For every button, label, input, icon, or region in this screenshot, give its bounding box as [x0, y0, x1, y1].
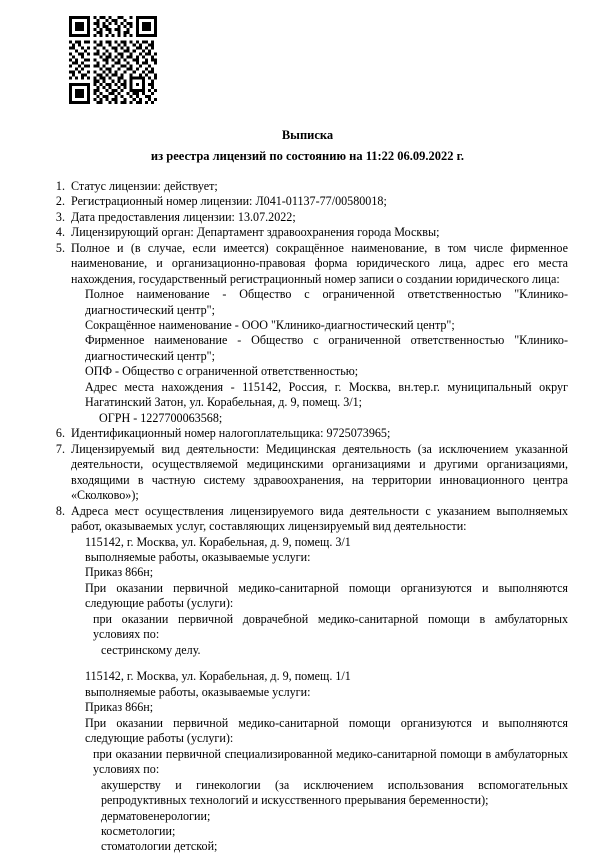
- order-line: Приказ 866н;: [85, 700, 154, 715]
- block-spacer: [71, 658, 568, 669]
- qr-code-container: [47, 0, 568, 104]
- item-detail-line: Полное наименование - Общество с ограниченной ответственностью "Клинико-диагностический центр";: [85, 287, 568, 317]
- item-number: 7.: [55, 441, 65, 456]
- item-text: Дата предоставления лицензии: 13.07.2022;: [71, 209, 296, 224]
- document-title: [47, 126, 568, 167]
- list-item: [47, 225, 568, 240]
- works-label: выполняемые работы, оказываемые услуги:: [85, 550, 311, 564]
- item-text: Лицензирующий орган: Департамент здравоохранения города Москвы;: [71, 225, 440, 240]
- address-block: [85, 669, 568, 855]
- list-item: [47, 504, 568, 855]
- title-line-1: Выписка: [281, 128, 334, 142]
- item-detail-line: Сокращённое наименование - ООО "Клинико-диагностический центр";: [85, 317, 455, 332]
- item-number: 2.: [55, 194, 65, 209]
- item-number: 8.: [55, 503, 65, 518]
- qr-code-icon: [69, 16, 157, 104]
- list-item: [47, 179, 568, 194]
- service-line: дерматовенерологии;: [101, 808, 211, 823]
- item-detail-line: ОПФ - Общество с ограниченной ответственностью;: [85, 364, 359, 379]
- item-detail-line: Адрес места нахождения - 115142, Россия, г. Москва, вн.тер.г. муниципальный округ Нагатинский Затон, ул. Корабельная, д. 9, помещ. 3/1;: [85, 379, 568, 410]
- item-number: 6.: [55, 426, 65, 441]
- registry-items-list: [47, 179, 568, 855]
- item-number: 4.: [55, 225, 65, 240]
- list-item: [47, 442, 568, 504]
- list-item: [47, 194, 568, 209]
- service-line: акушерству и гинекологии (за исключением использования вспомогательных репродуктивных технологий и искусственного прерывания беременности);: [101, 777, 568, 808]
- service-line: стоматологии детской;: [101, 839, 218, 854]
- item-detail-line: Фирменное наименование - Общество с ограниченной ответственностью "Клинико-диагностический центр";: [85, 333, 568, 363]
- condition-line: при оказании первичной специализированной медико-санитарной помощи в амбулаторных условиях по:: [93, 746, 568, 777]
- works-label: выполняемые работы, оказываемые услуги:: [85, 684, 311, 699]
- item-text: Статус лицензии: действует;: [71, 178, 218, 193]
- item-text: Лицензируемый вид деятельности: Медицинская деятельность (за исключением указанной деятельности, осуществляемой медицинскими организациями и другими организациями, входящими в частную систему здравоохранения, на территории инновационного центра «Сколково»);: [71, 441, 568, 503]
- order-line: Приказ 866н;: [85, 565, 154, 580]
- item-text: Идентификационный номер налогоплательщика: 9725073965;: [71, 426, 391, 441]
- service-line: косметологии;: [101, 823, 176, 838]
- item-text: Регистрационный номер лицензии: Л041-01137-77/00580018;: [71, 194, 387, 209]
- address-block: [85, 535, 568, 659]
- service-line: сестринскому делу.: [101, 642, 201, 657]
- item-number: 5.: [55, 240, 65, 255]
- item-detail-line: ОГРН - 1227700063568;: [99, 410, 223, 425]
- address-line: 115142, г. Москва, ул. Корабельная, д. 9, помещ. 1/1: [85, 669, 351, 684]
- item-text: Адреса мест осуществления лицензируемого вида деятельности с указанием выполняемых работ, оказываемых услуг, составляющих лицензируемый вид деятельности:: [71, 503, 568, 534]
- item-number: 3.: [55, 209, 65, 224]
- title-line-2: из реестра лицензий по состоянию на 11:22 06.09.2022 г.: [150, 149, 465, 164]
- intro-line: При оказании первичной медико-санитарной помощи организуются и выполняются следующие работы (услуги):: [85, 580, 568, 611]
- intro-line: При оказании первичной медико-санитарной помощи организуются и выполняются следующие работы (услуги):: [85, 715, 568, 746]
- list-item: [47, 241, 568, 427]
- item-number: 1.: [55, 178, 65, 193]
- list-item: [47, 210, 568, 225]
- condition-line: при оказании первичной доврачебной медико-санитарной помощи в амбулаторных условиях по:: [93, 611, 568, 642]
- item-text: Полное и (в случае, если имеется) сокращённое наименование, в том числе фирменное наименование, и организационно-правовая форма юридического лица, адрес его места нахождения, государственный регистрационный номер записи о создании юридического лица:: [71, 240, 568, 286]
- address-line: 115142, г. Москва, ул. Корабельная, д. 9, помещ. 3/1: [85, 534, 351, 549]
- list-item: [47, 426, 568, 441]
